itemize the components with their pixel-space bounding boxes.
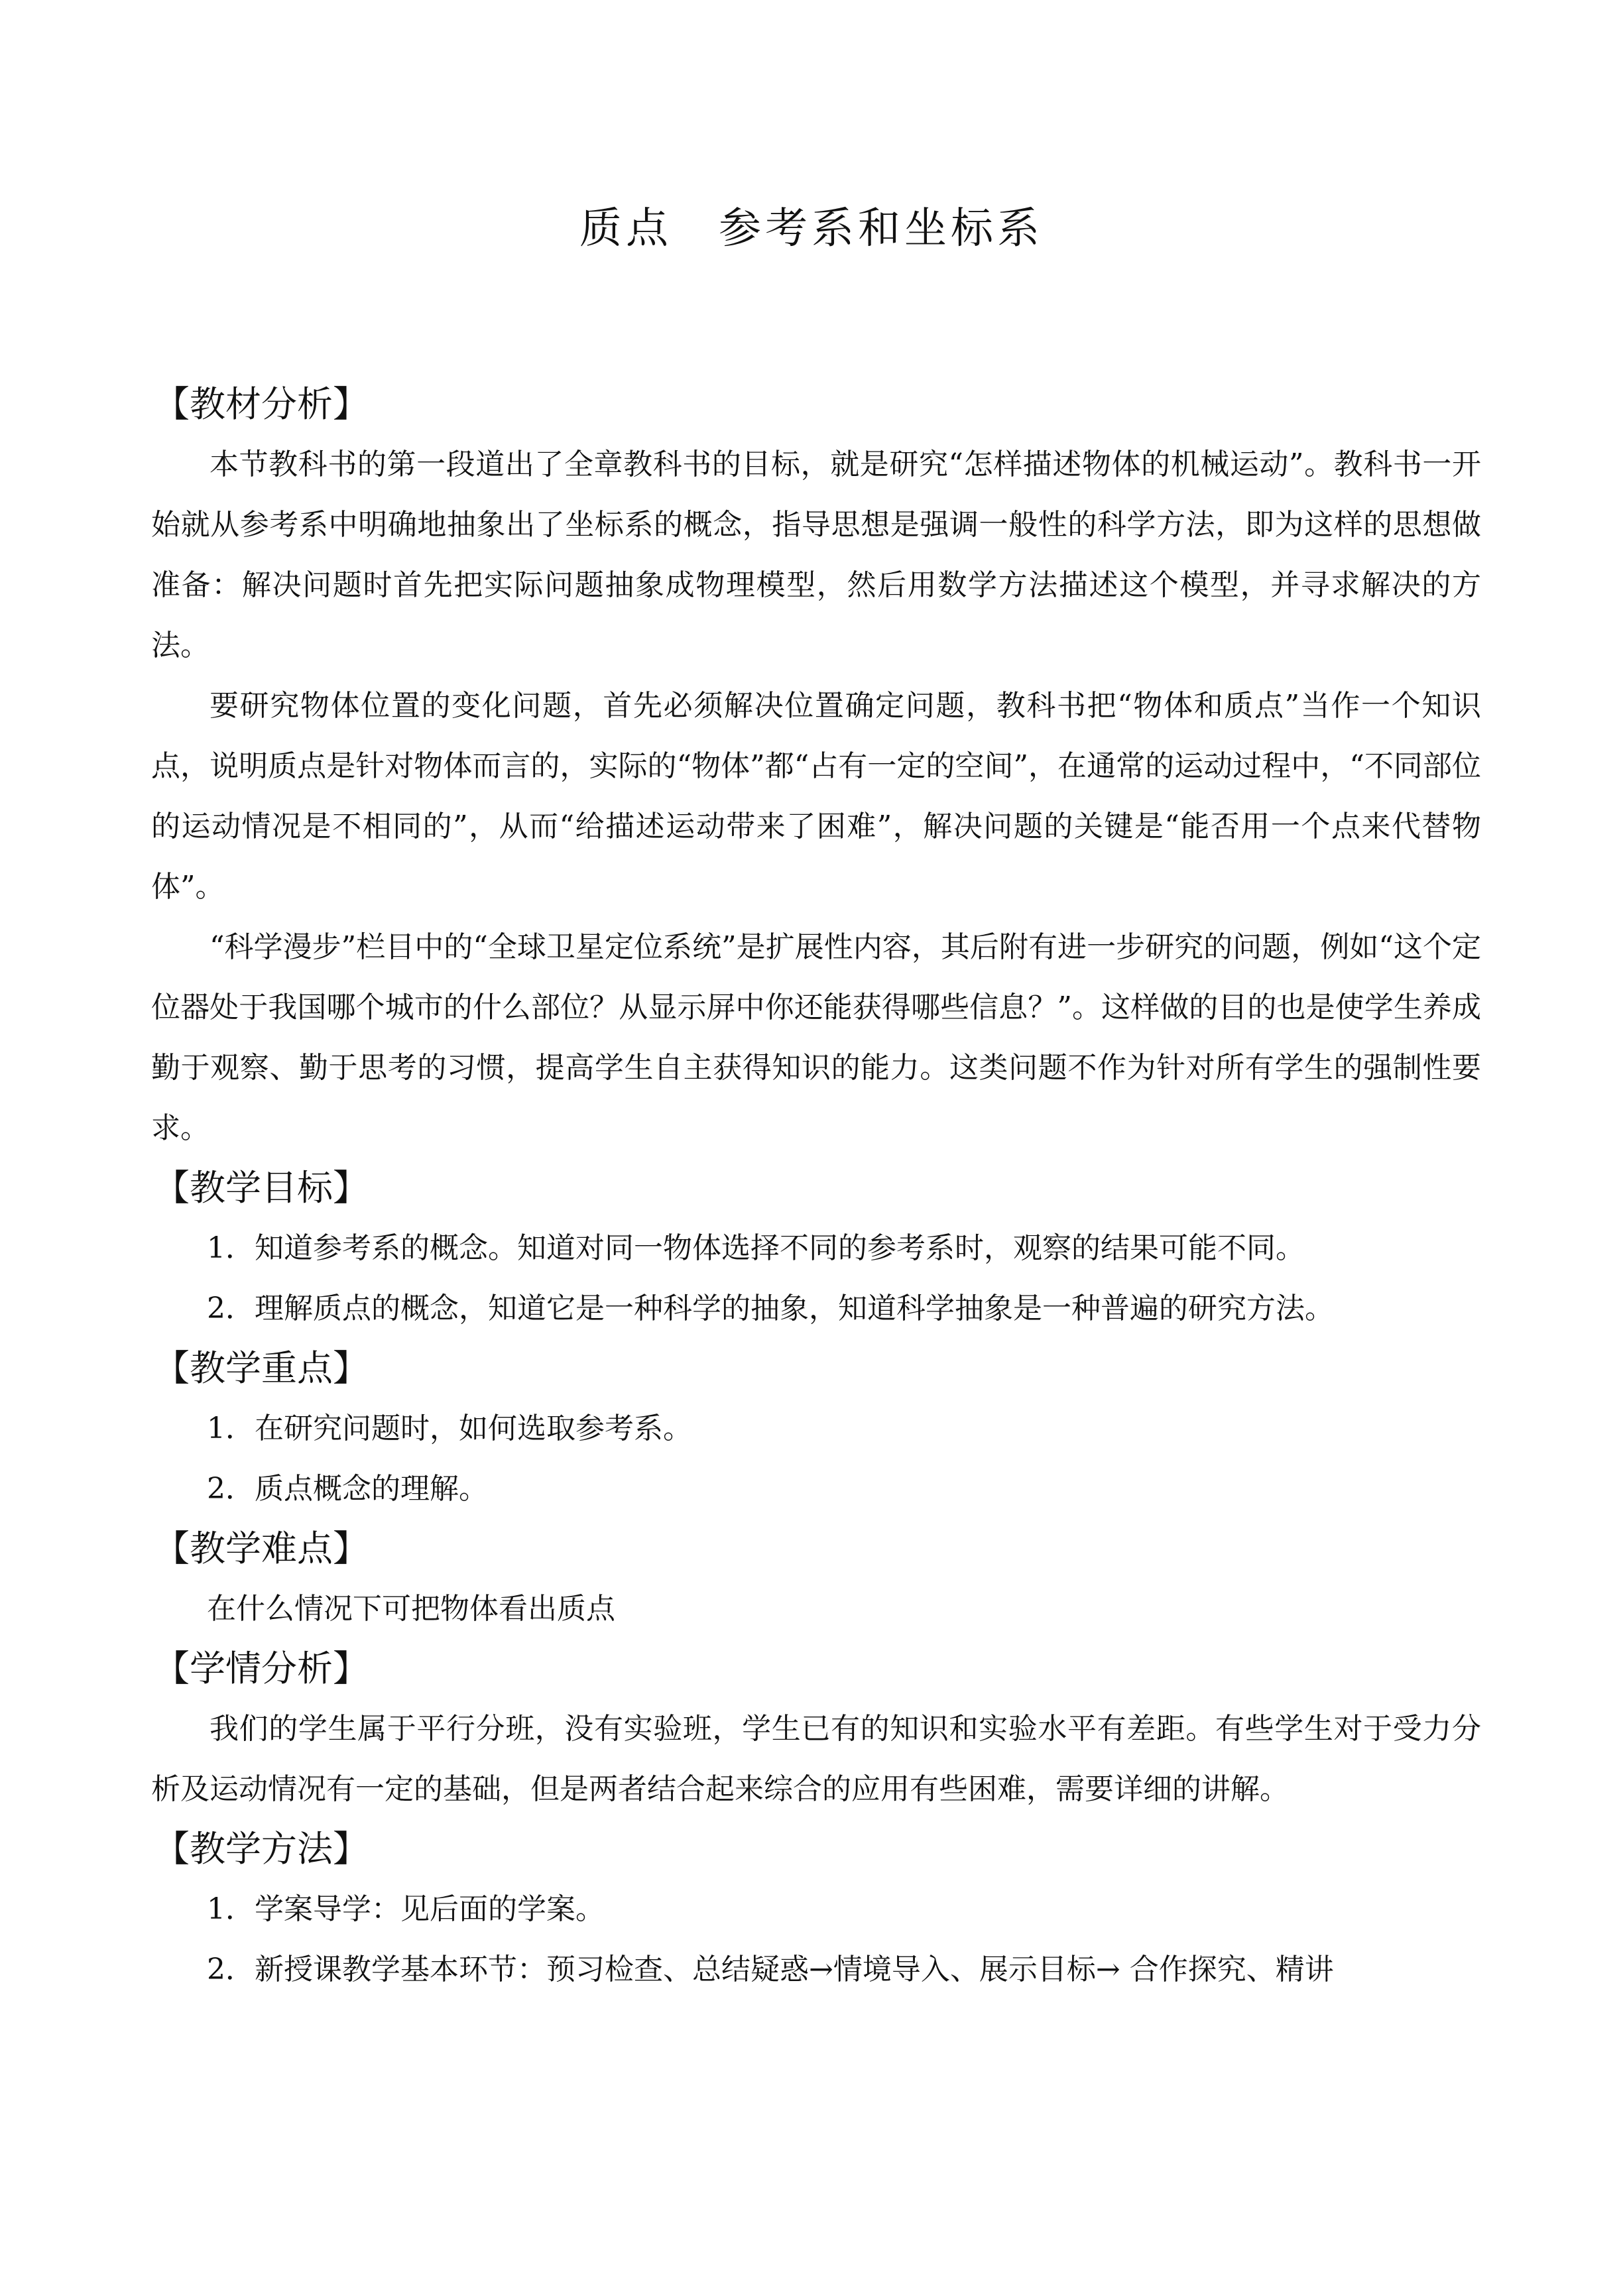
list-item: 2．质点概念的理解。 [207, 1472, 488, 1506]
document-body [151, 375, 1481, 2000]
paragraph: 我们的学生属于平行分班，没有实验班，学生已有的知识和实验水平有差距。有些学生对于受力分析及运动情况有一定的基础，但是两者结合起来综合的应用有些困难，需要详细的讲解。 [151, 1712, 1481, 1806]
list-item: 2．理解质点的概念，知道它是一种科学的抽象，知道科学抽象是一种普遍的研究方法。 [207, 1292, 1334, 1325]
section-heading-student-analysis: 【学情分析】 [154, 1648, 369, 1689]
document-title: 质点 参考系和坐标系 [579, 204, 1044, 253]
list-item: 在什么情况下可把物体看出质点 [207, 1592, 615, 1626]
list-item: 1．知道参考系的概念。知道对同一物体选择不同的参考系时，观察的结果可能不同。 [207, 1231, 1305, 1265]
section-heading-teaching-methods: 【教学方法】 [154, 1828, 369, 1870]
list-item: 2．新授课教学基本环节：预习检查、总结疑惑→情境导入、展示目标→ 合作探究、精讲 [207, 1953, 1334, 1986]
paragraph: 本节教科书的第一段道出了全章教科书的目标，就是研究“怎样描述物体的机械运动”。教科书一开始就从参考系中明确地抽象出了坐标系的概念，指导思想是强调一般性的科学方法，即为这样的思想做准备：解决问题时首先把实际问题抽象成物理模型，然后用数学方法描述这个模型，并寻求解决的方法。 [151, 448, 1482, 662]
list-item: 1．在研究问题时，如何选取参考系。 [207, 1412, 692, 1445]
section-heading-key-points: 【教学重点】 [154, 1347, 369, 1389]
list-item: 1．学案导学：见后面的学案。 [207, 1892, 605, 1926]
section-heading-teaching-objectives: 【教学目标】 [154, 1167, 369, 1209]
section-heading-difficult-points: 【教学难点】 [154, 1528, 369, 1569]
section-heading-textbook-analysis: 【教材分析】 [154, 383, 369, 425]
paragraph: 要研究物体位置的变化问题，首先必须解决位置确定问题，教科书把“物体和质点”当作一个知识点，说明质点是针对物体而言的，实际的“物体”都“占有一定的空间”，在通常的运动过程中，“不同部位的运动情况是不相同的”，从而“给描述运动带来了困难”，解决问题的关键是“能否用一个点来代替物体”。 [151, 689, 1481, 904]
paragraph: “科学漫步”栏目中的“全球卫星定位系统”是扩展性内容，其后附有进一步研究的问题，例如“这个定位器处于我国哪个城市的什么部位？从显示屏中你还能获得哪些信息？”。这样做的目的也是使学生养成勤于观察、勤于思考的习惯，提高学生自主获得知识的能力。这类问题不作为针对所有学生的强制性要求。 [151, 930, 1481, 1145]
